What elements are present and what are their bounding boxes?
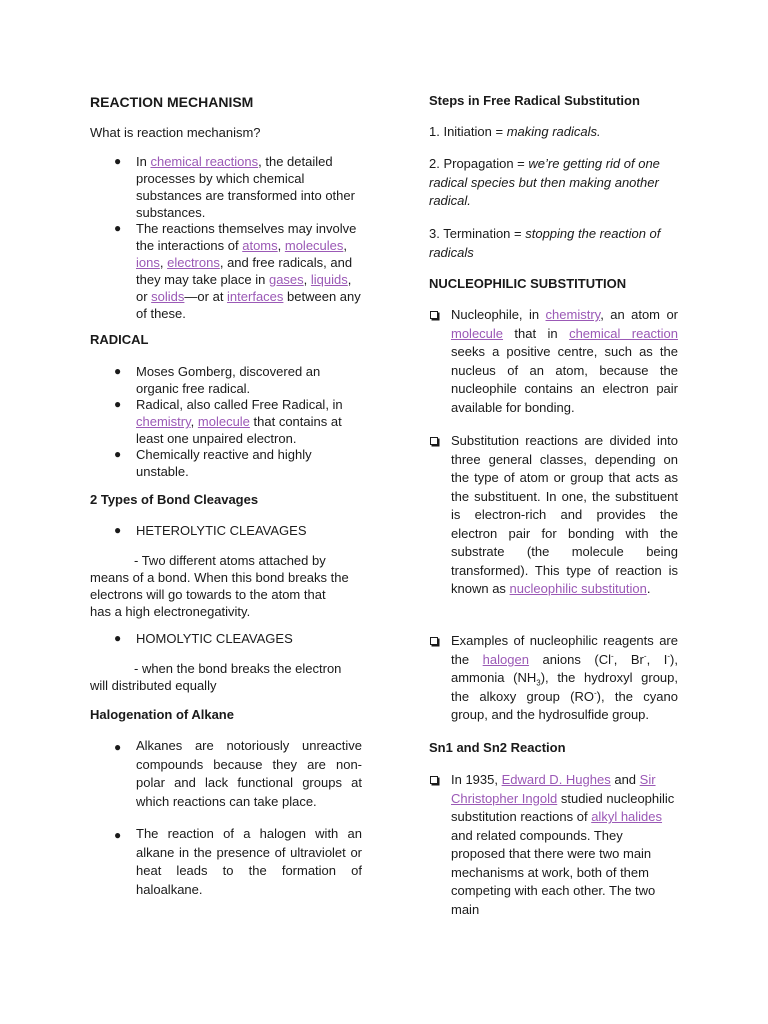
- link-christopher-ingold[interactable]: Sir Christopher Ingold: [451, 772, 656, 806]
- halogenation-heading: Halogenation of Alkane: [90, 707, 234, 722]
- checkbox-bullet-icon: [430, 637, 438, 645]
- link-chemistry[interactable]: chemistry: [545, 307, 601, 322]
- bullet-dot: ●: [114, 364, 122, 378]
- link-atoms[interactable]: atoms: [242, 238, 278, 253]
- bullet-dot: ●: [114, 523, 122, 537]
- halogenation-bullet-1: Alkanes are notoriously unreactive compounds because they are non-polar and lack functional groups at which reactions can take place.: [136, 738, 362, 809]
- link-solids[interactable]: solids: [151, 289, 185, 304]
- nucleophile-paragraph: Nucleophile, in chemistry, an atom or molecule that in chemical reaction seeks a positive centre, such as the nucleus of an atom, because the nucleophile contains an electron pair available for bonding.: [451, 307, 679, 415]
- halogenation-bullet-2: The reaction of a halogen with an alkane in the presence of ultraviolet or heat leads to the formation of haloalkane.: [136, 826, 362, 897]
- link-liquids[interactable]: liquids: [310, 272, 348, 287]
- sn-reaction-heading: Sn1 and Sn2 Reaction: [429, 740, 566, 755]
- radical-bullet-1: Moses Gomberg, discovered an organic free radical.: [136, 364, 321, 396]
- link-molecule[interactable]: molecule: [197, 414, 250, 429]
- homolytic-label: HOMOLYTIC CLEAVAGES: [136, 631, 293, 646]
- link-chemical-reaction[interactable]: chemical reaction: [569, 325, 679, 341]
- link-edward-hughes[interactable]: Edward D. Hughes: [501, 772, 611, 787]
- link-alkyl-halides[interactable]: alkyl halides: [591, 809, 663, 824]
- radical-bullet-2: Radical, also called Free Radical, in chemistry, molecule that contains at least one unpaired electron.: [136, 397, 343, 446]
- bullet-dot: ●: [114, 397, 122, 411]
- nucleophilic-heading: NUCLEOPHILIC SUBSTITUTION: [429, 276, 627, 291]
- bullet-dot: ●: [114, 447, 122, 461]
- link-ions[interactable]: ions: [136, 255, 160, 270]
- link-chemical-reactions[interactable]: chemical reactions: [150, 154, 259, 169]
- link-nucleophilic-substitution[interactable]: nucleophilic substitution: [509, 581, 647, 596]
- link-molecules[interactable]: molecules: [284, 238, 344, 253]
- link-gases[interactable]: gases: [268, 272, 304, 287]
- definition-bullet: In chemical reactions, the detailed processes by which chemical substances are transformed into other substances.: [136, 154, 355, 220]
- heterolytic-description: - Two different atoms attached by means of a bond. When this bond breaks the electrons will go towards to the atom that has a high electronegativity.: [90, 553, 349, 619]
- steps-heading: Steps in Free Radical Substitution: [429, 93, 640, 108]
- checkbox-bullet-icon: [430, 437, 438, 445]
- bullet-dot: ●: [114, 740, 122, 754]
- checkbox-bullet-icon: [430, 776, 438, 784]
- checkbox-bullet-icon: [430, 311, 438, 319]
- question-text: What is reaction mechanism?: [90, 125, 261, 140]
- heterolytic-label: HETEROLYTIC CLEAVAGES: [136, 523, 307, 538]
- bond-cleavages-heading: 2 Types of Bond Cleavages: [90, 492, 259, 507]
- step-propagation: 2. Propagation = we’re getting rid of one radical species but then making another radical.: [429, 156, 660, 208]
- radical-bullet-3: Chemically reactive and highly unstable.: [136, 447, 312, 479]
- link-chemistry[interactable]: chemistry: [136, 414, 191, 429]
- step-initiation: 1. Initiation = making radicals.: [429, 124, 601, 139]
- substitution-paragraph: Substitution reactions are divided into three general classes, depending on the type of atom or group that acts as the substituent. In one, the substituent is electron-rich and provides the electron pair for bonding with the substrate (the molecule being transformed). This type of reaction is known as nucleophilic substitution.: [451, 433, 678, 596]
- bullet-dot: ●: [114, 221, 122, 235]
- radical-heading: RADICAL: [90, 332, 149, 347]
- bullet-dot: ●: [114, 828, 122, 842]
- bullet-dot: ●: [114, 631, 122, 645]
- nucleophilic-reagents-paragraph: Examples of nucleophilic reagents are the halogen anions (Cl-, Br-, I-), ammonia $(NH_3)$, the hydroxyl group, the alkoxy group (RO-), the cyano group, and the hydrosulfide group.: [451, 633, 678, 722]
- homolytic-description: - when the bond breaks the electron will distributed equally: [90, 661, 342, 693]
- interactions-bullet: The reactions themselves may involve the interactions of atoms, molecules, ions, electrons, and free radicals, and they may take place in gases, liquids, or solids—or at interfaces between any of these.: [136, 221, 361, 321]
- link-molecule[interactable]: molecule: [451, 325, 504, 341]
- link-electrons[interactable]: electrons: [167, 255, 220, 270]
- link-halogen[interactable]: halogen: [482, 651, 529, 667]
- page-title: REACTION MECHANISM: [90, 94, 254, 110]
- link-interfaces[interactable]: interfaces: [227, 289, 284, 304]
- sn-history-paragraph: In 1935, Edward D. Hughes and Sir Christopher Ingold studied nucleophilic substitution reactions of alkyl halides and related compounds. They proposed that there were two main mechanisms at work, both of them competing with each other. The two main: [451, 772, 675, 917]
- step-termination: 3. Termination = stopping the reaction of radicals: [429, 226, 661, 260]
- bullet-dot: ●: [114, 154, 122, 168]
